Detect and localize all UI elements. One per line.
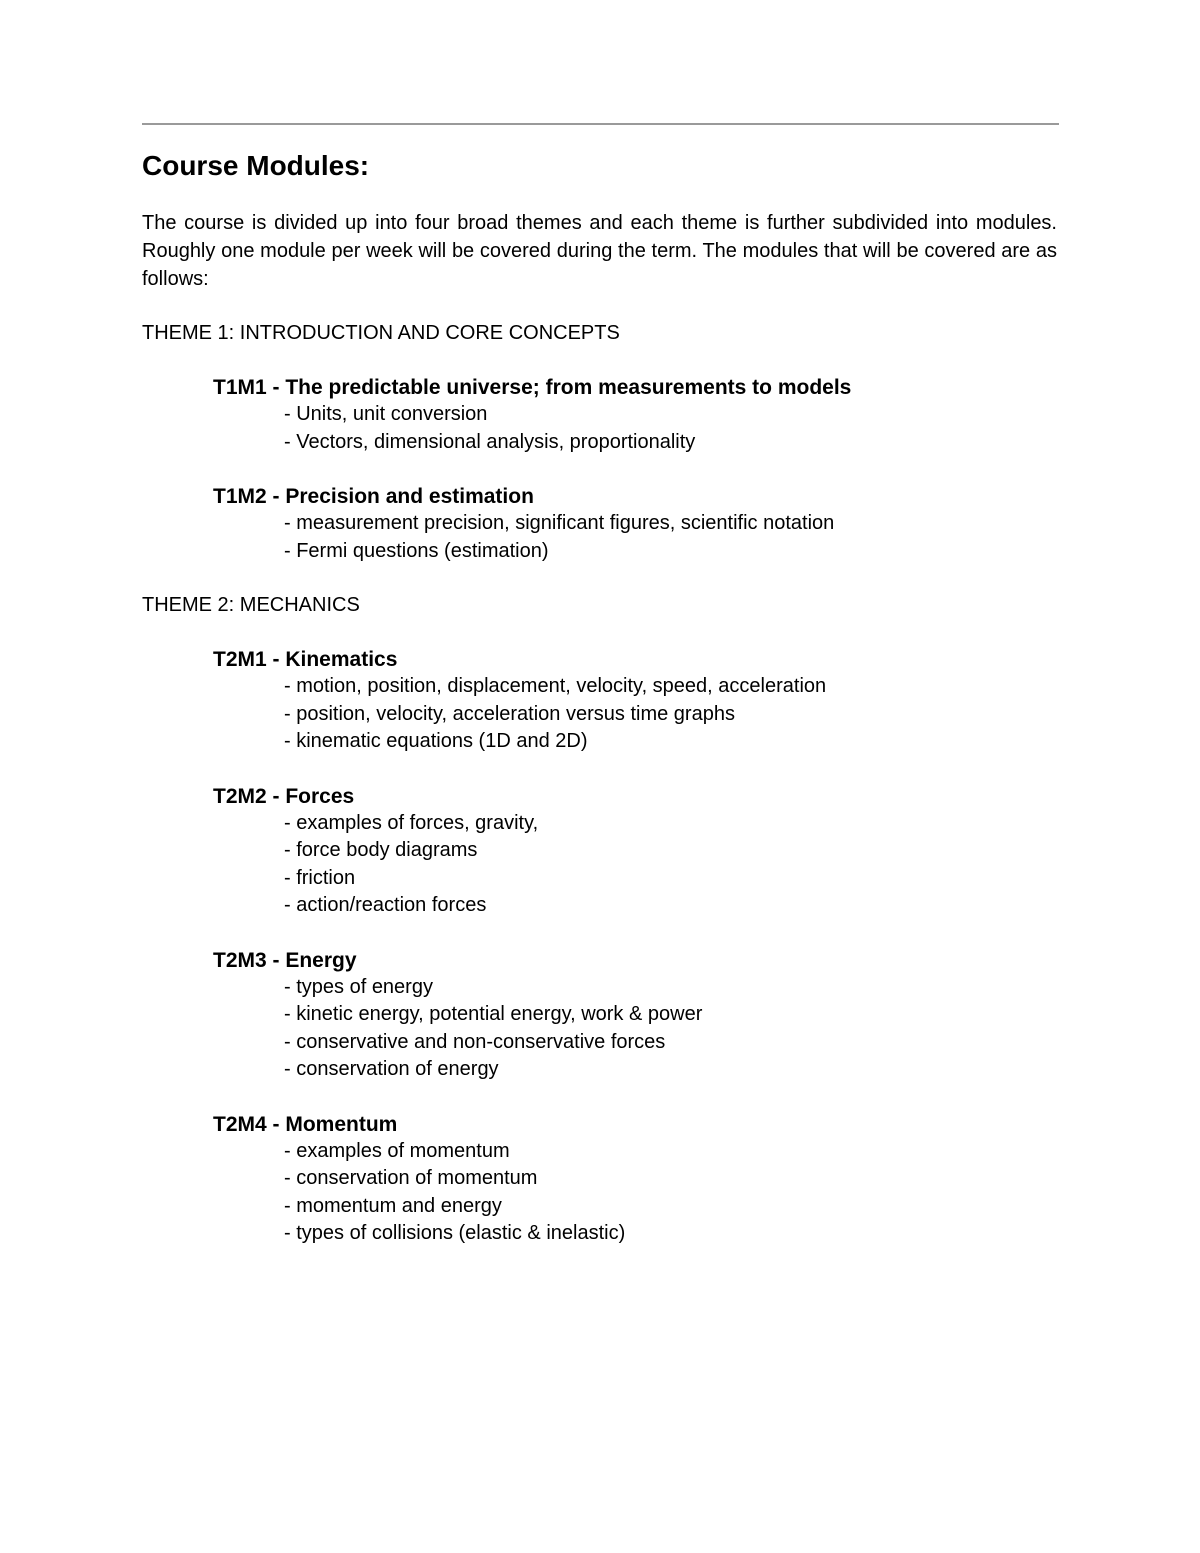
topic-item: - examples of forces, gravity, [284,811,539,834]
topic-item: - types of energy [284,975,433,998]
topic-item: - types of collisions (elastic & inelastic) [284,1222,626,1244]
module-t2m1 [213,646,1057,756]
module-t2m3 [213,947,1057,1084]
topic-item: - Units, unit conversion [284,403,488,425]
topic-item: - measurement precision, significant figures, scientific notation [284,512,835,534]
topic-item: - kinetic energy, potential energy, work & power [284,1003,703,1025]
theme-heading: THEME 1: INTRODUCTION AND CORE CONCEPTS [142,322,620,344]
module-t2m2 [213,783,1057,920]
topic-item: - Vectors, dimensional analysis, proportionality [284,430,696,453]
topic-item: - action/reaction forces [284,894,487,916]
theme-heading: THEME 2: MECHANICS [142,594,360,616]
topic-item: - examples of momentum [284,1139,510,1162]
module-t2m4 [213,1111,1057,1248]
module-t1m1 [213,374,1057,456]
topic-item: - force body diagrams [284,839,478,861]
module-title: T1M2 - Precision and estimation [213,485,534,508]
topic-item: - kinematic equations (1D and 2D) [284,730,588,752]
module-title: T2M3 - Energy [213,948,357,972]
module-title: T2M4 - Momentum [213,1112,398,1136]
topic-item: - conservation of momentum [284,1167,538,1189]
topic-item: - conservative and non-conservative forces [284,1030,666,1053]
topic-item: - momentum and energy [284,1194,502,1217]
theme-section-2 [142,592,1057,1248]
theme-section-1 [142,320,1057,565]
topic-item: - motion, position, displacement, velocity, speed, acceleration [284,675,827,697]
topic-item: - conservation of energy [284,1058,499,1080]
document-content [142,145,1057,1248]
module-title: T1M1 - The predictable universe; from measurements to models [213,376,852,399]
module-title: T2M2 - Forces [213,784,355,808]
topic-item: - position, velocity, acceleration versus time graphs [284,702,735,725]
topic-item: - friction [284,866,356,889]
module-t1m2 [213,483,1057,565]
intro-paragraph: The course is divided up into four broad themes and each theme is further subdivided into modules. Roughly one module per week will be covered during the term. The modules that will be covered are as follows: [142,212,1057,290]
module-title: T2M1 - Kinematics [213,648,398,671]
page-title: Course Modules: [142,150,370,181]
horizontal-rule [142,123,1059,125]
topic-item: - Fermi questions (estimation) [284,539,549,562]
